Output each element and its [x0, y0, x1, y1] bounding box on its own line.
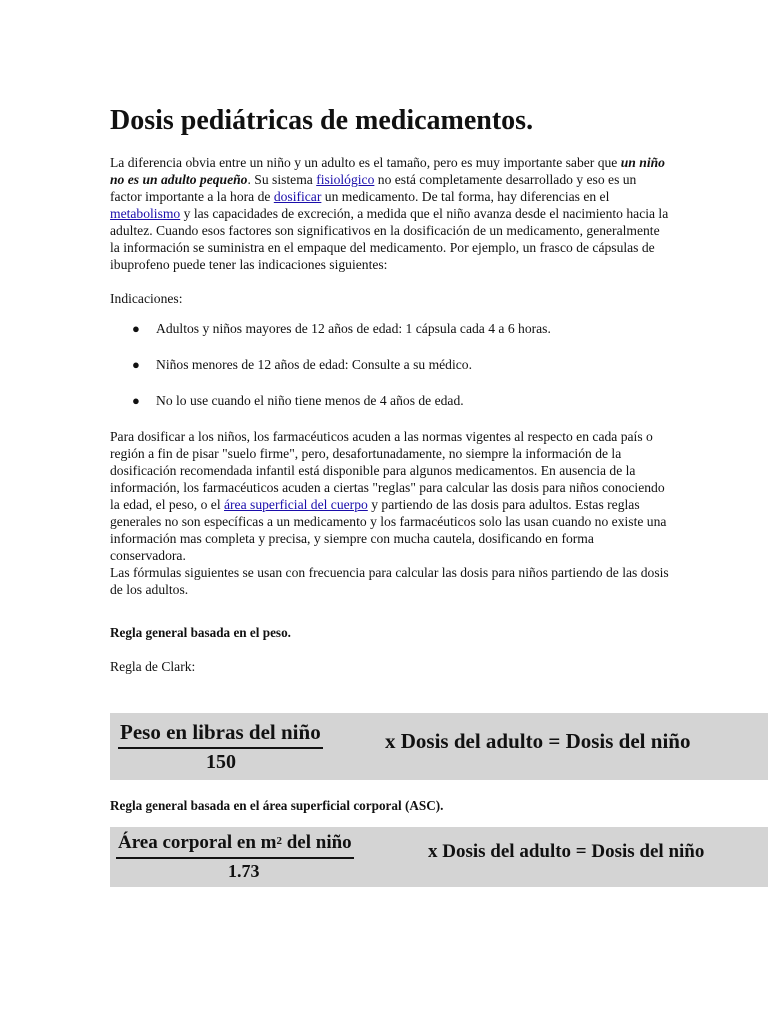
- numerator-text: Área corporal en m: [118, 832, 277, 853]
- page-title: Dosis pediátricas de medicamentos.: [110, 105, 534, 136]
- intro-emphasis: un niño no es un adulto pequeño: [110, 155, 665, 187]
- list-item: [110, 356, 670, 373]
- paragraph-text: y partiendo de las dosis para adultos. Estas reglas generales no son específicas a un medicamento y los farmacéuticos solo las usan cuando no existe una información mas completa y precisa, y siempre con mucha cautela, dosificando en forma conservadora.: [110, 497, 667, 563]
- paragraph-text: Para dosificar a los niños, los farmacéuticos acuden a las normas vigentes al respecto en cada país o región a fin de pisar "suelo firme", pero, desafortunadamente, no siempre la información de la dosificación recomendada infantil está disponible para algunos medicamentos. En ausencia de la información, los farmacéuticos acuden a ciertas "reglas" para calcular las dosis para niños conociendo la edad, el peso, o el: [110, 429, 665, 512]
- numerator-text: del niño: [281, 832, 352, 853]
- formula-denominator: 1.73: [228, 861, 260, 881]
- bullet-icon: ●: [132, 321, 140, 336]
- link-fisiologico[interactable]: fisiológico: [316, 172, 375, 187]
- bullet-icon: ●: [132, 357, 140, 372]
- dosing-paragraph: [110, 428, 670, 598]
- paragraph-text: Las fórmulas siguientes se usan con frecuencia para calcular las dosis para niños partiendo de las dosis de los adultos.: [110, 565, 669, 597]
- formula-numerator: [116, 831, 354, 859]
- link-dosificar[interactable]: dosificar: [273, 189, 322, 204]
- rule-asc-title: Regla general basada en el área superficial corporal (ASC).: [110, 798, 444, 813]
- intro-text: no está completamente desarrollado y eso es un factor importante a la hora de: [110, 172, 637, 204]
- intro-text: . Su sistema: [247, 172, 317, 187]
- list-item-text: Adultos y niños mayores de 12 años de edad: 1 cápsula cada 4 a 6 horas.: [156, 321, 551, 336]
- list-item-text: Niños menores de 12 años de edad: Consulte a su médico.: [156, 357, 472, 372]
- superscript: 2: [276, 835, 282, 847]
- link-area-superficial[interactable]: área superficial del cuerpo: [224, 497, 368, 512]
- intro-text: un medicamento. De tal forma, hay diferencias en el: [321, 189, 610, 204]
- clark-formula: [110, 713, 768, 780]
- intro-text: La diferencia obvia entre un niño y un adulto es el tamaño, pero es muy importante saber que: [110, 155, 621, 170]
- indicaciones-list: [110, 320, 670, 409]
- intro-text: y las capacidades de excreción, a medida que el niño avanza desde el nacimiento hacia la adultez. Cuando esos factores son significativos en la dosificación de un medicamento, generalmente la información se suministra en el empaque del medicamento. Por ejemplo, un frasco de cápsulas de ibuprofeno puede tener las indicaciones siguientes:: [110, 206, 669, 272]
- list-item-text: No lo use cuando el niño tiene menos de 4 años de edad.: [156, 393, 464, 408]
- list-item: [110, 320, 670, 337]
- formula-fraction: [118, 719, 323, 775]
- formula-result: x Dosis del adulto = Dosis del niño: [385, 729, 691, 753]
- document-body: [110, 104, 670, 675]
- formula-fraction: [116, 831, 354, 883]
- asc-formula: [110, 827, 768, 887]
- bullet-icon: ●: [132, 393, 140, 408]
- clark-label: Regla de Clark:: [110, 659, 196, 674]
- formula-result: x Dosis del adulto = Dosis del niño: [428, 841, 705, 862]
- intro-paragraph: [110, 154, 670, 273]
- link-metabolismo[interactable]: metabolismo: [110, 206, 181, 221]
- indicaciones-label: Indicaciones:: [110, 291, 183, 306]
- formula-numerator: Peso en libras del niño: [118, 719, 323, 749]
- formula-denominator: 150: [206, 751, 236, 773]
- rule-weight-title: Regla general basada en el peso.: [110, 625, 291, 640]
- list-item: [110, 392, 670, 409]
